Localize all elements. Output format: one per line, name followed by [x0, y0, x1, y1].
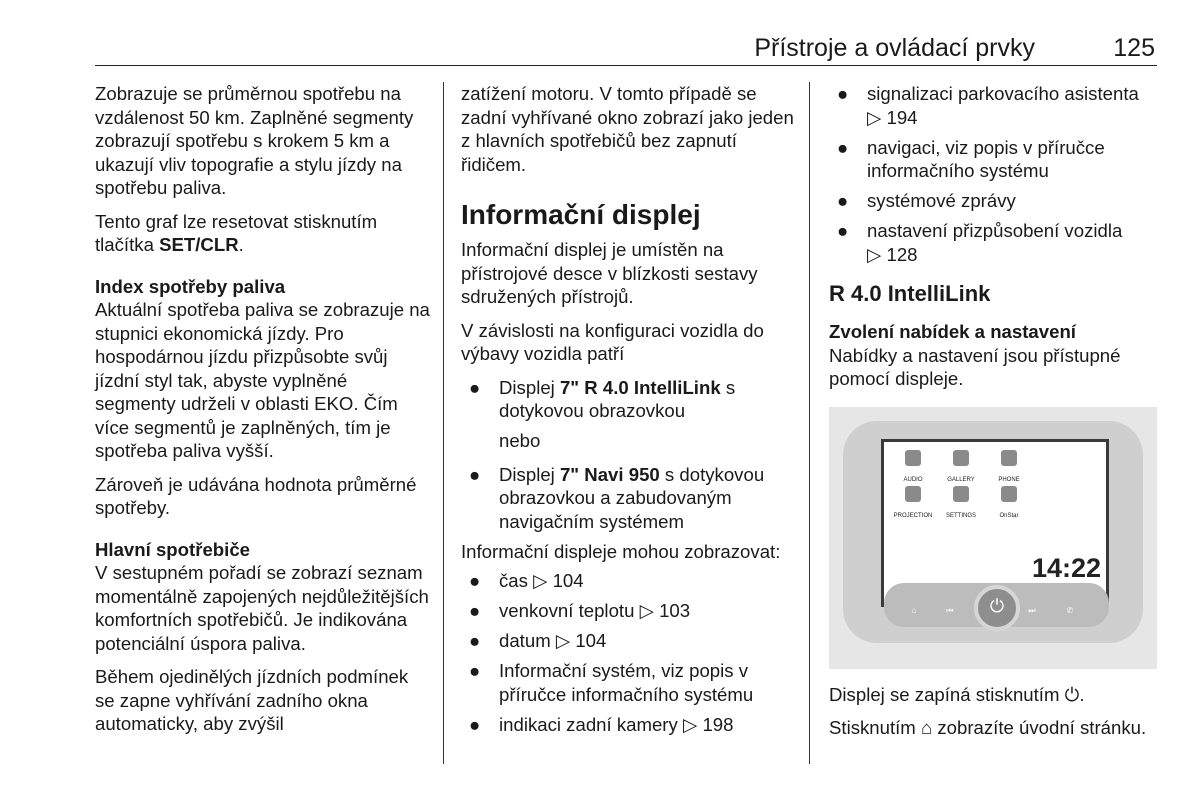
product-name: 7" R 4.0 IntelliLink	[559, 376, 721, 398]
text: s dotykovou obrazovkou a zabudovaným navigačním systémem	[499, 463, 765, 532]
list-item	[461, 376, 801, 423]
paragraph: zatížení motoru. V tomto případě se zadní vyhřívané okno zobrazí jako jeden z hlavních spotřebičů bez zapnutí řidičem.	[461, 83, 794, 175]
paragraph: Aktuální spotřeba paliva se zobrazuje na stupnici ekonomická jízdy. Pro hospodárnou jízdu přizpůsobte svůj jízdní styl tak, abyste vyplněné segmenty udrželi v oblasti EKO. Čím více segmentů je zaplněných, tím je spotřeba paliva vyšší.	[95, 299, 430, 461]
paragraph: Informační displej je umístěn na přístrojové desce v blízkosti sestavy sdružených přístrojů.	[461, 239, 758, 307]
subheading: Hlavní spotřebiče	[95, 538, 250, 560]
app-label: AUDIO	[903, 476, 923, 483]
reference-arrow-icon: ▷	[682, 713, 698, 735]
bullet-icon: ●	[469, 570, 481, 591]
text: .	[1079, 683, 1085, 705]
page-ref-number: 194	[886, 106, 918, 128]
display-info-list	[461, 569, 801, 736]
power-icon: ⏻	[1064, 683, 1080, 705]
section-heading: Informační displej	[461, 199, 701, 230]
text: zobrazíte úvodní stránku.	[932, 717, 1147, 738]
page-reference[interactable]	[556, 629, 607, 653]
paragraph	[95, 210, 430, 257]
button-name: SET/CLR	[159, 234, 239, 255]
list-item	[461, 659, 801, 706]
section-heading: R 4.0 IntelliLink	[829, 281, 991, 306]
screen-clock: 14:22	[1032, 552, 1102, 583]
page-ref-number: 104	[552, 570, 584, 591]
projection-app-icon	[890, 486, 936, 529]
text: Displej se zapíná stisknutím	[829, 683, 1065, 705]
column-3	[829, 82, 1159, 750]
list-item	[829, 82, 1159, 129]
next-button-icon: ⏭	[1028, 605, 1036, 615]
reference-arrow-icon: ▷	[867, 243, 882, 265]
page-number: 125	[1113, 34, 1155, 62]
list-item	[829, 136, 1159, 183]
display-variant-list	[461, 463, 801, 534]
home-button-icon: ⌂	[911, 605, 917, 615]
text: Displej	[499, 463, 560, 485]
text: .	[238, 234, 244, 255]
paragraph: Nabídky a nastavení jsou přístupné pomocí displeje.	[829, 344, 1121, 389]
app-label: PHONE	[998, 476, 1020, 483]
column-divider-1	[443, 82, 444, 764]
phone-button-icon: ✆	[1066, 605, 1074, 615]
paragraph: V sestupném pořadí se zobrazí seznam momentálně zapojených nejdůležitějších komfortních spotřebičů. Je indikována potenciální úspora paliva.	[95, 562, 429, 654]
list-item	[461, 629, 801, 653]
page-reference[interactable]	[533, 569, 584, 593]
bullet-icon: ●	[837, 220, 849, 241]
bullet-icon: ●	[469, 713, 481, 735]
column-2	[461, 82, 801, 743]
display-screen	[881, 439, 1109, 607]
page-ref-number: 104	[575, 630, 607, 651]
page-reference[interactable]	[867, 106, 918, 130]
page-reference[interactable]	[867, 243, 918, 267]
text: nastavení přizpůsobení vozidla	[867, 220, 1123, 241]
bullet-icon: ●	[469, 660, 481, 681]
bullet-icon: ●	[469, 600, 481, 621]
app-label: GALLERY	[947, 476, 975, 483]
power-icon: ⏻	[989, 595, 1005, 616]
text: Tento graf lze resetovat stisknutím tlačítka	[95, 210, 378, 255]
page-reference[interactable]	[640, 599, 691, 623]
infotainment-photo	[829, 407, 1157, 669]
product-name: 7" Navi 950	[559, 463, 660, 485]
list-item	[461, 599, 801, 623]
list-item	[829, 189, 1159, 213]
page-ref-number: 103	[659, 600, 691, 621]
text: Informační systém, viz popis v příručce informačního systému	[499, 660, 754, 705]
bullet-icon: ●	[837, 136, 849, 158]
text: čas	[499, 570, 528, 591]
page-header	[95, 32, 1157, 66]
text: navigaci, viz popis v příručce informačního systému	[867, 136, 1105, 181]
reference-arrow-icon: ▷	[867, 106, 882, 128]
paragraph: V závislosti na konfiguraci vozidla do výbavy vozidla patří	[461, 319, 764, 364]
page-ref-number: 198	[702, 713, 734, 735]
app-label: SETTINGS	[945, 512, 976, 519]
paragraph: Informační displeje mohou zobrazovat:	[461, 540, 781, 562]
list-item	[461, 569, 801, 593]
subheading: Index spotřeby paliva	[95, 275, 286, 297]
text: s dotykovou obrazovkou	[499, 376, 736, 421]
paragraph: Během ojedinělých jízdních podmínek se zapne vyhřívání zadního okna automaticky, aby zvýšil	[95, 666, 409, 734]
header-rule	[95, 65, 1157, 66]
bullet-icon: ●	[469, 630, 481, 651]
display-info-list-continued	[829, 82, 1159, 266]
text: systémové zprávy	[867, 190, 1016, 211]
page-ref-number: 128	[886, 243, 918, 265]
onstar-app-icon	[986, 486, 1032, 529]
text: datum	[499, 630, 551, 651]
text: venkovní teplotu	[499, 600, 635, 621]
reference-arrow-icon: ▷	[555, 630, 571, 651]
display-variant-list	[461, 376, 801, 423]
text: indikaci zadní kamery	[499, 713, 678, 735]
list-item	[461, 463, 801, 534]
home-icon: ⌂	[920, 717, 933, 738]
list-item	[461, 713, 801, 737]
reference-arrow-icon: ▷	[639, 600, 654, 621]
paragraph: Zobrazuje se průměrnou spotřebu na vzdálenost 50 km. Zaplněné segmenty zobrazují spotřebu s krokem 5 km a ukazují vliv topografie a stylu jízdy na spotřebu paliva.	[95, 83, 414, 198]
app-label: PROJECTION	[893, 512, 933, 519]
bullet-icon: ●	[837, 83, 849, 104]
bullet-icon: ●	[837, 190, 849, 211]
paragraph: nebo	[499, 430, 541, 451]
subheading: Zvolení nabídek a nastavení	[829, 321, 1076, 342]
column-divider-2	[809, 82, 810, 764]
settings-app-icon	[938, 486, 984, 529]
power-volume-knob	[974, 585, 1020, 631]
page-title: Přístroje a ovládací prvky	[754, 34, 1035, 62]
app-label: OnStar	[999, 512, 1019, 519]
reference-arrow-icon: ▷	[533, 570, 548, 591]
paragraph	[829, 716, 1159, 740]
bullet-icon: ●	[469, 376, 481, 398]
previous-button-icon: ⏮	[946, 605, 954, 615]
text: signalizaci parkovacího asistenta	[867, 83, 1139, 104]
text: Displej	[499, 376, 560, 398]
paragraph	[829, 683, 1159, 707]
list-item	[829, 219, 1159, 266]
column-1	[95, 82, 430, 746]
paragraph: Zároveň je udávána hodnota průměrné spotřeby.	[95, 473, 417, 518]
page-reference[interactable]	[683, 713, 734, 737]
text: Stisknutím	[829, 717, 921, 738]
bullet-icon: ●	[469, 463, 481, 485]
